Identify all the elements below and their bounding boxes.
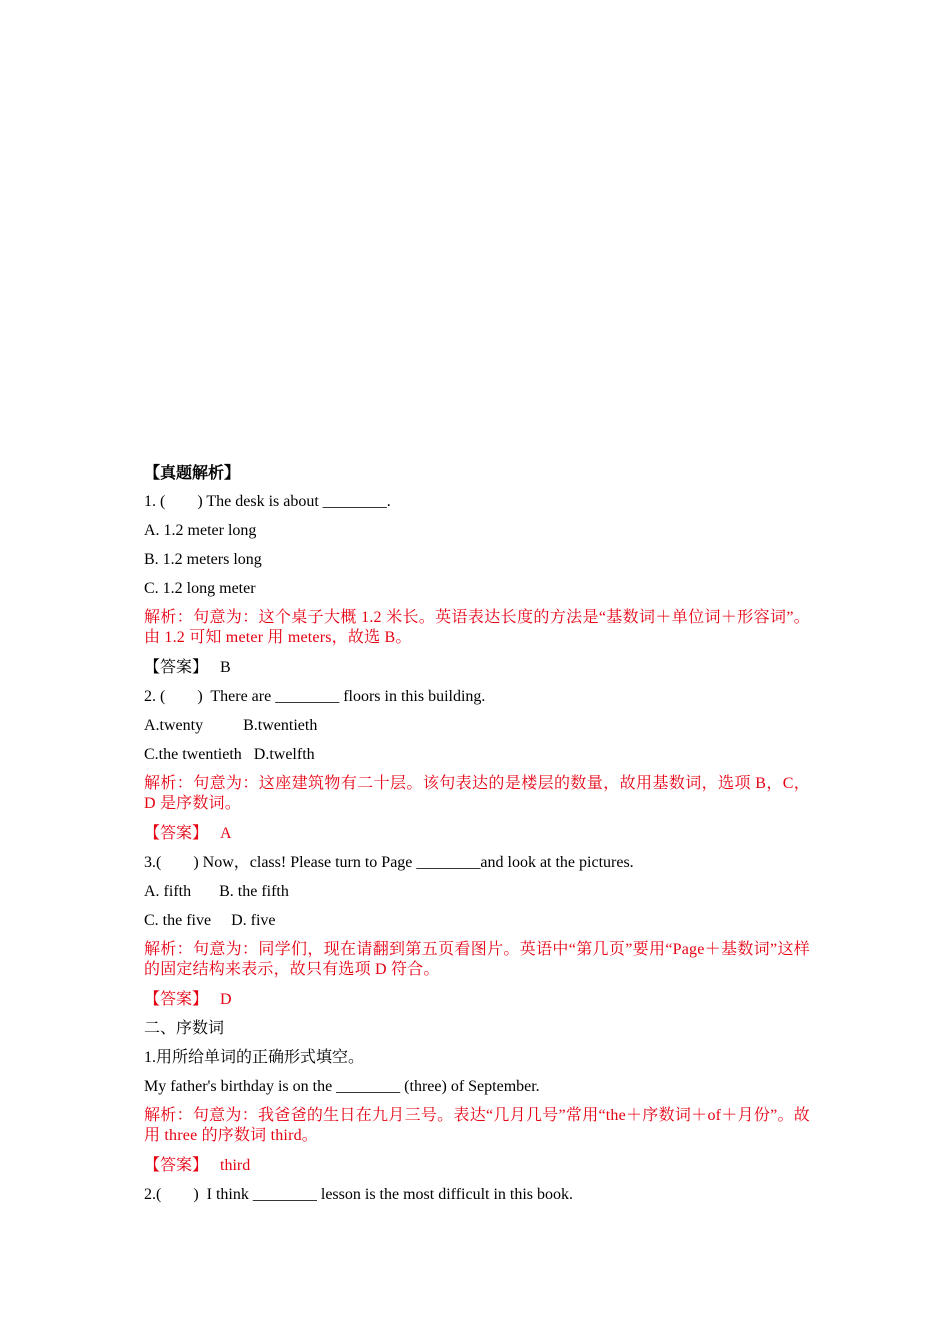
- question-3-answer: [144, 990, 810, 1010]
- section-2-q2-stem: 2.( ) I think ________ lesson is the most difficult in this book.: [144, 1186, 574, 1203]
- question-1-option-c: C. 1.2 long meter: [144, 580, 256, 597]
- question-2-answer: [144, 824, 810, 844]
- question-1-answer: [144, 658, 810, 678]
- answer-value: third: [220, 1157, 251, 1174]
- section-2-q1-answer: [144, 1156, 810, 1176]
- answer-label: 【答案】: [144, 1157, 209, 1174]
- section-2-q1-analysis: 解析：句意为：我爸爸的生日在九月三号。表达“几月几号”常用“the＋序数词＋of＋月份”。故用 three 的序数词 third。: [144, 1107, 810, 1144]
- question-3-analysis: 解析：句意为：同学们，现在请翻到第五页看图片。英语中“第几页”要用“Page＋基数词”这样的固定结构来表示，故只有选项 D 符合。: [144, 941, 810, 978]
- question-1-stem: 1. ( ) The desk is about ________.: [144, 493, 391, 510]
- section-2-title: 二、序数词: [144, 1020, 225, 1037]
- question-2-stem: 2. ( ) There are ________ floors in this building.: [144, 688, 486, 705]
- question-3-stem: 3.( ) Now，class! Please turn to Page ________and look at the pictures.: [144, 854, 634, 871]
- section-2-q1-instruction: 1.用所给单词的正确形式填空。: [144, 1049, 365, 1066]
- question-2-options-cd: C.the twentieth D.twelfth: [144, 746, 315, 763]
- answer-value: D: [220, 991, 232, 1008]
- question-1-option-b: B. 1.2 meters long: [144, 551, 262, 568]
- answer-value: A: [220, 825, 232, 842]
- question-2-analysis: 解析：句意为：这座建筑物有二十层。该句表达的是楼层的数量，故用基数词，选项 B，C，D 是序数词。: [144, 775, 810, 812]
- answer-value: B: [220, 659, 231, 676]
- answer-label: 【答案】: [144, 659, 209, 676]
- answer-label: 【答案】: [144, 991, 209, 1008]
- section-2-q1-stem: My father's birthday is on the ________ (three) of September.: [144, 1078, 540, 1095]
- question-2-options-ab: A.twenty B.twentieth: [144, 717, 318, 734]
- answer-label: 【答案】: [144, 825, 209, 842]
- document-page: [144, 462, 810, 1214]
- question-3-options-cd: C. the five D. five: [144, 912, 276, 929]
- section-title: 【真题解析】: [144, 463, 241, 482]
- question-1-option-a: A. 1.2 meter long: [144, 522, 257, 539]
- question-3-options-ab: A. fifth B. the fifth: [144, 883, 289, 900]
- question-1-analysis: 解析：句意为：这个桌子大概 1.2 米长。英语表达长度的方法是“基数词＋单位词＋形容词”。由 1.2 可知 meter 用 meters，故选 B。: [144, 609, 810, 646]
